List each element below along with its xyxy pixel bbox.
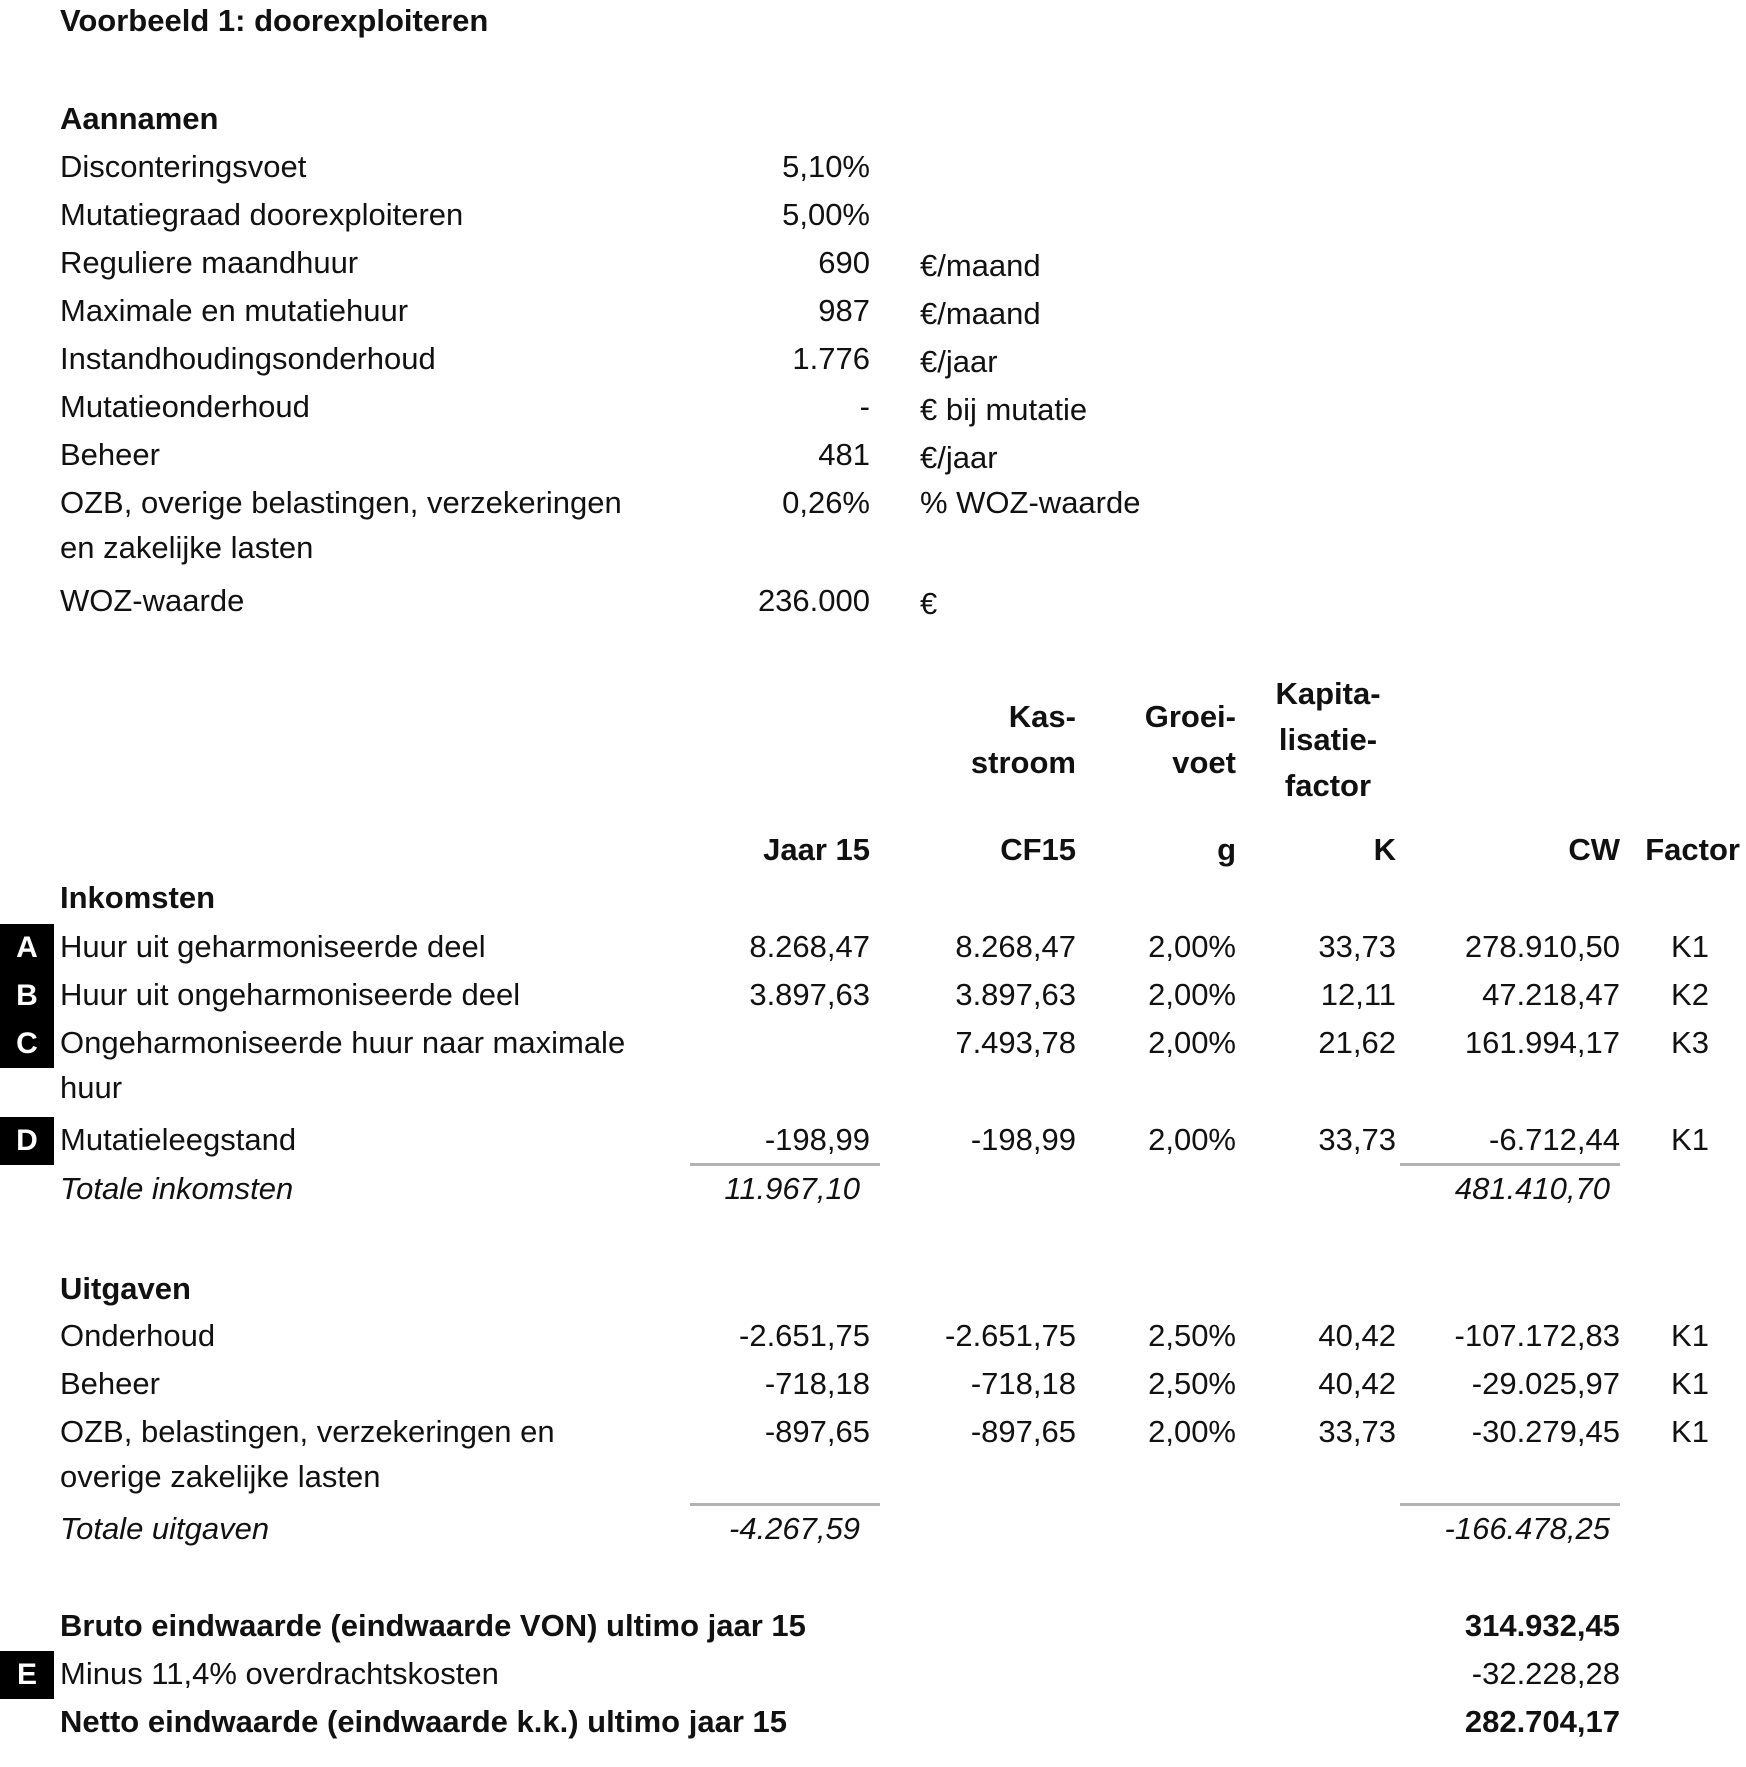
cell-jaar: -2.651,75 [739,1318,870,1353]
cell-g: 2,00% [1148,1025,1236,1060]
assumption-unit: € bij mutatie [920,392,1088,427]
cell-factor: K2 [1671,977,1709,1012]
table-row-label: OZB, belastingen, verzekeringen en [60,1414,555,1449]
netto-eindwaarde-label: Netto eindwaarde (eindwaarde k.k.) ultimo jaar 15 [60,1704,787,1739]
assumption-value: 5,00% [782,197,870,232]
cell-factor: K1 [1671,1122,1709,1157]
expenses-total-cw: -166.478,25 [1444,1511,1610,1546]
assumption-value: 690 [818,245,870,280]
col-header-factor: Factor [1645,832,1740,867]
cell-cf: 7.493,78 [955,1025,1076,1060]
cell-factor: K1 [1671,1366,1709,1401]
cell-g: 2,50% [1148,1366,1236,1401]
assumption-label: Reguliere maandhuur [60,245,359,280]
cell-g: 2,00% [1148,929,1236,964]
assumption-value: 1.776 [792,341,870,376]
cell-cf: -897,65 [970,1414,1076,1449]
cell-g: 2,50% [1148,1318,1236,1353]
expenses-heading: Uitgaven [60,1271,191,1306]
cell-k: 40,42 [1318,1366,1396,1401]
assumption-value: 0,26% [782,485,870,520]
assumption-label: Instandhoudingsonderhoud [60,341,436,376]
cell-cf: -198,99 [970,1122,1076,1157]
col-header-jaar: Jaar 15 [763,832,870,867]
col-header-kapitalisatiefactor: lisatie- [1278,722,1378,757]
assumption-label: Disconteringsvoet [60,149,307,184]
col-header-k: K [1373,832,1396,867]
cell-k: 33,73 [1318,929,1396,964]
table-row-label: Ongeharmoniseerde huur naar maximale [60,1025,626,1060]
cell-cw: -6.712,44 [1489,1122,1620,1157]
cell-g: 2,00% [1148,1414,1236,1449]
assumption-label: Maximale en mutatiehuur [60,293,409,328]
cell-cw: -107.172,83 [1454,1318,1620,1353]
assumption-unit: € [920,586,938,621]
col-header-cw: CW [1568,832,1620,867]
assumptions-heading: Aannamen [60,101,219,136]
table-row-label: Onderhoud [60,1318,216,1353]
cell-factor: K1 [1671,1318,1709,1353]
cell-cw: 278.910,50 [1464,929,1620,964]
col-header-kapitalisatiefactor: factor [1284,768,1372,803]
row-marker: A [0,924,54,972]
cell-jaar: -198,99 [764,1122,870,1157]
table-row-label: Huur uit geharmoniseerde deel [60,929,486,964]
cell-k: 21,62 [1318,1025,1396,1060]
expenses-total-jaar: -4.267,59 [729,1511,860,1546]
cell-k: 33,73 [1318,1414,1396,1449]
assumption-label: WOZ-waarde [60,583,245,618]
assumption-label: OZB, overige belastingen, verzekeringen [60,485,622,520]
col-header-g: g [1217,832,1236,867]
page-title: Voorbeeld 1: doorexploiteren [60,3,489,38]
assumption-unit: €/maand [920,296,1041,331]
row-marker: B [0,972,54,1020]
cell-cw: -30.279,45 [1471,1414,1620,1449]
col-header-kasstroom: Kas- [1008,699,1076,734]
cell-cw: 161.994,17 [1464,1025,1620,1060]
assumption-value: 236.000 [757,583,870,618]
cell-jaar: 8.268,47 [749,929,870,964]
row-marker: C [0,1020,54,1068]
cell-g: 2,00% [1148,977,1236,1012]
table-row-label: Huur uit ongeharmoniseerde deel [60,977,521,1012]
table-row-label: Beheer [60,1366,160,1401]
cell-cw: 47.218,47 [1482,977,1620,1012]
assumption-unit: €/jaar [920,344,998,379]
assumption-unit: €/jaar [920,440,998,475]
assumption-label-continued: en zakelijke lasten [60,530,314,565]
bruto-eindwaarde-label: Bruto eindwaarde (eindwaarde VON) ultimo jaar 15 [60,1608,806,1643]
assumption-label: Mutatieonderhoud [60,389,310,424]
cell-factor: K1 [1671,1414,1709,1449]
assumption-value: 987 [818,293,870,328]
assumption-unit: % WOZ-waarde [920,485,1141,520]
cell-cf: -2.651,75 [945,1318,1076,1353]
assumption-label: Mutatiegraad doorexploiteren [60,197,464,232]
assumption-label: Beheer [60,437,160,472]
assumption-value: 481 [818,437,870,472]
netto-eindwaarde-value: 282.704,17 [1464,1704,1620,1739]
col-header-kapitalisatiefactor: Kapita- [1275,676,1381,711]
cell-jaar: -897,65 [764,1414,870,1449]
table-row-label-continued: huur [60,1070,123,1105]
overdrachtskosten-value: -32.228,28 [1471,1656,1620,1691]
income-total-cw: 481.410,70 [1454,1171,1610,1206]
overdrachtskosten-label: Minus 11,4% overdrachtskosten [60,1656,499,1691]
table-row-label-continued: overige zakelijke lasten [60,1459,381,1494]
col-header-kasstroom: stroom [970,745,1076,780]
row-marker: E [0,1651,54,1699]
income-total-label: Totale inkomsten [60,1171,294,1206]
cell-g: 2,00% [1148,1122,1236,1157]
cell-jaar: 3.897,63 [749,977,870,1012]
assumption-value: 5,10% [782,149,870,184]
assumption-unit: €/maand [920,248,1041,283]
row-marker: D [0,1117,54,1165]
cell-cf: -718,18 [970,1366,1076,1401]
cell-cf: 8.268,47 [955,929,1076,964]
cell-jaar: -718,18 [764,1366,870,1401]
assumption-value: - [859,389,870,424]
cell-k: 40,42 [1318,1318,1396,1353]
cell-cw: -29.025,97 [1471,1366,1620,1401]
income-heading: Inkomsten [60,880,216,915]
income-total-jaar: 11.967,10 [724,1171,860,1206]
expenses-total-label: Totale uitgaven [60,1511,270,1546]
cell-k: 33,73 [1318,1122,1396,1157]
col-header-groeivoet: Groei- [1144,699,1236,734]
col-header-groeivoet: voet [1172,745,1236,780]
cell-factor: K1 [1671,929,1709,964]
col-header-cf: CF15 [1000,832,1076,867]
cell-factor: K3 [1671,1025,1709,1060]
cell-k: 12,11 [1320,977,1396,1012]
table-row-label: Mutatieleegstand [60,1122,297,1157]
bruto-eindwaarde-value: 314.932,45 [1464,1608,1620,1643]
cell-cf: 3.897,63 [955,977,1076,1012]
